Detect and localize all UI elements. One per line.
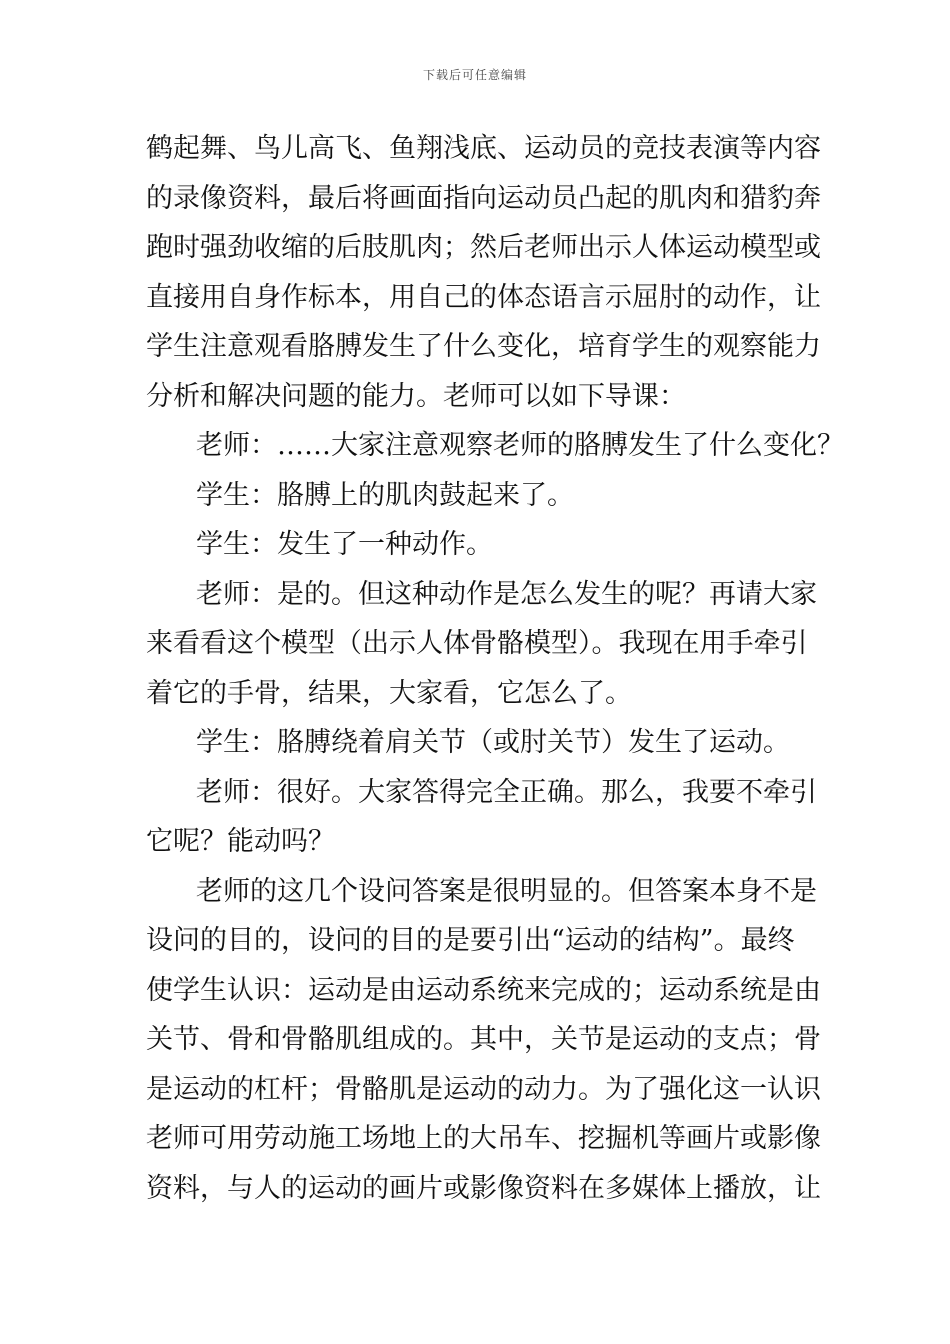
text-line: 老师：……大家注意观察老师的胳膊发生了什么变化？ [196, 430, 844, 461]
page-header: 下载后可任意编辑 [422, 68, 527, 82]
text-line: 老师：很好。大家答得完全正确。那么，我要不牵引 [196, 776, 817, 808]
text-line: 的录像资料，最后将画面指向运动员凸起的肌肉和猎豹奔 [146, 182, 821, 214]
text-line: 学生：发生了一种动作。 [196, 529, 493, 560]
text-line: 来看看这个模型（出示人体骨骼模型）。我现在用手牵引 [146, 628, 808, 659]
text-line: 分析和解决问题的能力。老师可以如下导课： [146, 380, 686, 412]
text-line: 学生注意观看胳膊发生了什么变化，培育学生的观察能力 [146, 331, 821, 362]
text-line: 学生：胳膊上的肌肉鼓起来了。 [196, 479, 574, 511]
text-line: 是运动的杠杆；骨骼肌是运动的动力。为了强化这一认识 [146, 1073, 821, 1105]
text-line: 设问的目的，设问的目的是要引出“运动的结构”。最终 [146, 925, 795, 956]
text-line: 老师可用劳动施工场地上的大吊车、挖掘机等画片或影像 [146, 1123, 821, 1154]
text-line: 着它的手骨，结果，大家看，它怎么了。 [146, 677, 632, 709]
text-line: 鹤起舞、鸟儿高飞、鱼翔浅底、运动员的竞技表演等内容 [146, 133, 821, 164]
text-line: 资料，与人的运动的画片或影像资料在多媒体上播放，让 [146, 1172, 821, 1204]
text-line: 老师：是的。但这种动作是怎么发生的呢？再请大家 [196, 578, 817, 610]
text-line: 学生：胳膊绕着肩关节（或肘关节）发生了运动。 [196, 727, 790, 758]
text-line: 老师的这几个设问答案是很明显的。但答案本身不是 [196, 875, 817, 907]
text-line: 关节、骨和骨骼肌组成的。其中，关节是运动的支点；骨 [146, 1024, 821, 1055]
text-line: 跑时强劲收缩的后肢肌肉；然后老师出示人体运动模型或 [146, 232, 821, 263]
text-line: 它呢？能动吗？ [146, 826, 335, 857]
text-line: 使学生认识：运动是由运动系统来完成的；运动系统是由 [146, 974, 821, 1006]
document-body [146, 124, 844, 1213]
text-line: 直接用自身作标本，用自己的体态语言示屈肘的动作，让 [146, 281, 821, 313]
